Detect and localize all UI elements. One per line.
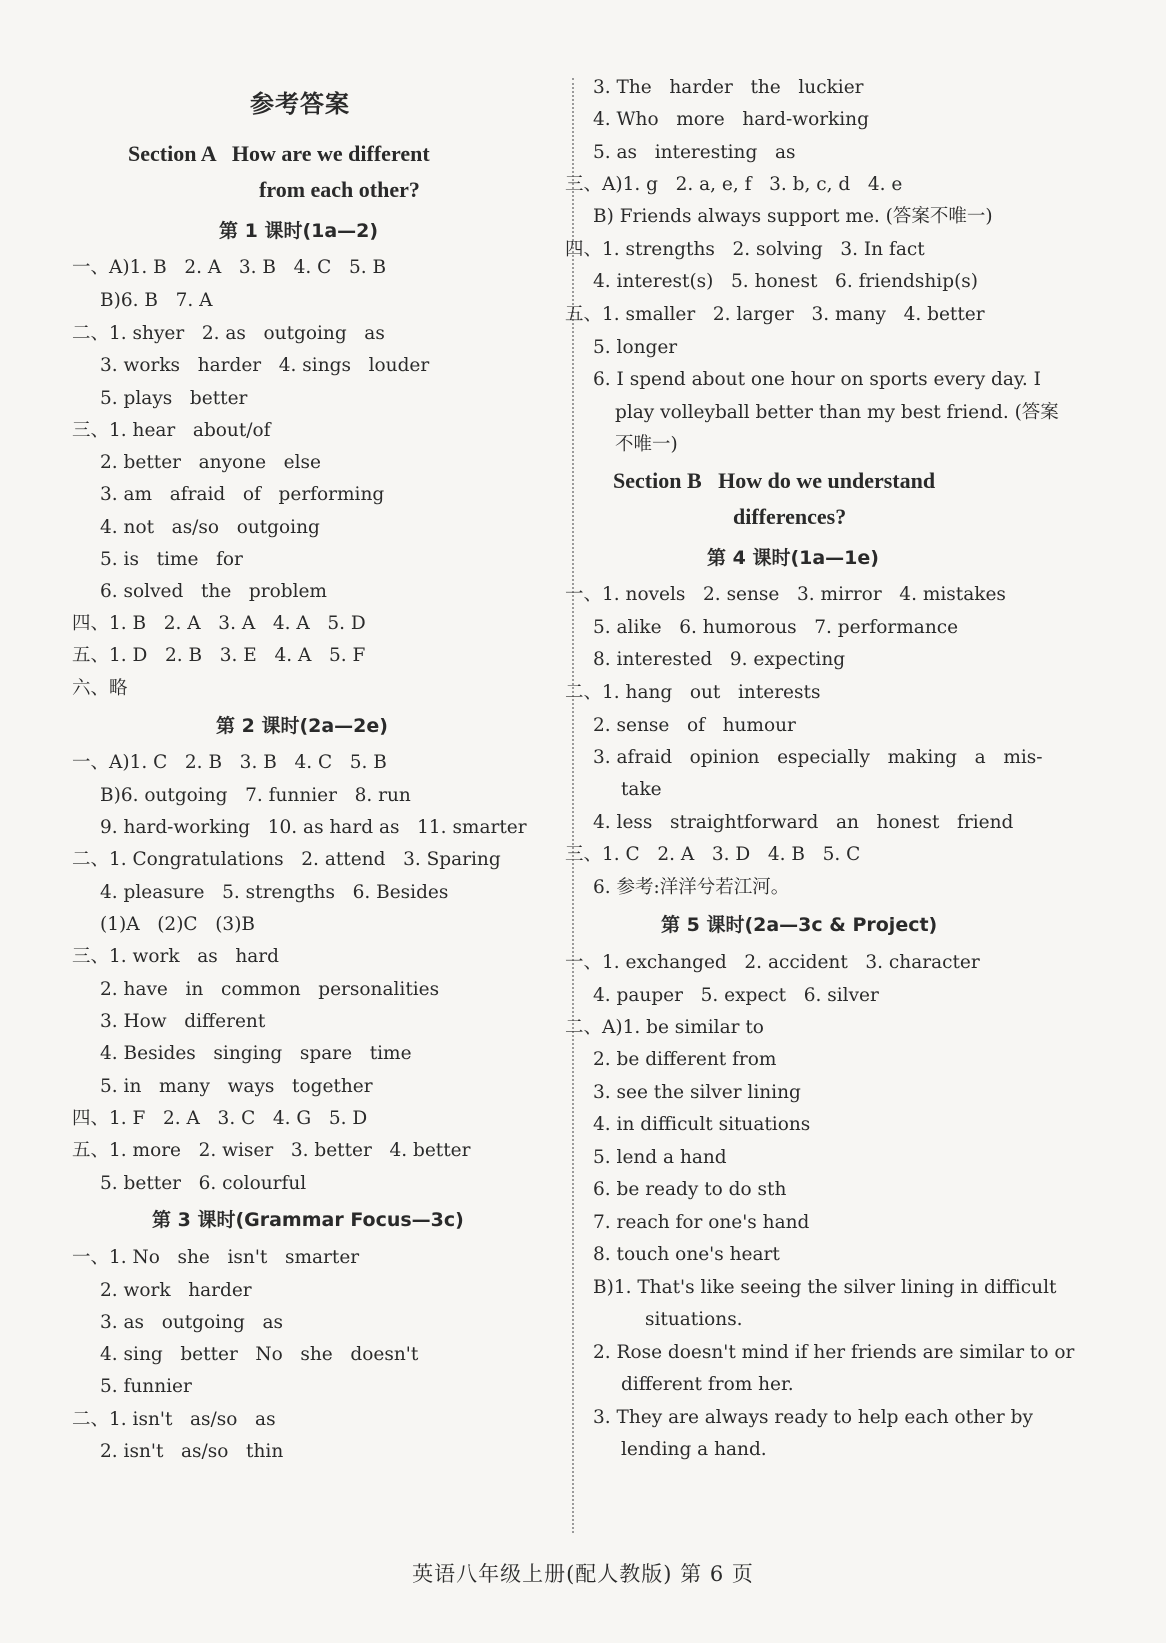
answer-line: 5. lend a hand bbox=[593, 1147, 727, 1168]
answer-line: 三、1. C 2. A 3. D 4. B 5. C bbox=[565, 844, 861, 865]
lesson4-heading: 第 4 课时(1a—1e) bbox=[707, 547, 879, 569]
answer-line: 一、1. exchanged 2. accident 3. character bbox=[565, 952, 980, 973]
column-divider bbox=[572, 78, 574, 1533]
answer-line: 4. Besides singing spare time bbox=[100, 1043, 412, 1064]
answer-line: 6. be ready to do sth bbox=[593, 1179, 787, 1200]
answer-line: 四、1. B 2. A 3. A 4. A 5. D bbox=[72, 613, 366, 634]
answer-line: 7. reach for one's hand bbox=[593, 1212, 810, 1233]
section-a-heading-cont: from each other? bbox=[259, 177, 420, 202]
lesson2-heading: 第 2 课时(2a—2e) bbox=[216, 715, 388, 737]
answer-line: 3. see the silver lining bbox=[593, 1082, 801, 1103]
answer-line: 4. pauper 5. expect 6. silver bbox=[593, 985, 879, 1006]
answer-line: 2. sense of humour bbox=[593, 715, 796, 736]
answer-line: 四、1. strengths 2. solving 3. In fact bbox=[565, 239, 925, 260]
answer-line: 二、1. hang out interests bbox=[565, 682, 821, 703]
answer-line: take bbox=[621, 779, 662, 800]
answer-line: 5. plays better bbox=[100, 388, 248, 409]
section-b-heading-cont: differences? bbox=[733, 504, 847, 529]
answer-line: play volleyball better than my best friend. (答案 bbox=[615, 402, 1059, 423]
lesson1-heading: 第 1 课时(1a—2) bbox=[219, 220, 379, 242]
answer-line: 2. Rose doesn't mind if her friends are similar to or bbox=[593, 1342, 1075, 1363]
answer-line: 3. as outgoing as bbox=[100, 1312, 284, 1333]
answer-line: 一、1. No she isn't smarter bbox=[72, 1247, 360, 1268]
answer-line: 3. How different bbox=[100, 1011, 266, 1032]
answer-line: 2. isn't as/so thin bbox=[100, 1441, 284, 1462]
answer-line: 六、略 bbox=[72, 678, 128, 699]
answer-line: B)6. B 7. A bbox=[100, 290, 213, 311]
answer-line: 5. longer bbox=[593, 337, 678, 358]
answer-line: 4. less straightforward an honest friend bbox=[593, 812, 1014, 833]
answer-line: 6. I spend about one hour on sports every day. I bbox=[593, 369, 1041, 390]
section-b-heading: Section B How do we understand bbox=[613, 468, 936, 493]
answer-line: 6. 参考:洋洋兮若江河。 bbox=[593, 877, 790, 898]
answer-line: 4. interest(s) 5. honest 6. friendship(s) bbox=[593, 271, 978, 292]
page-footer: 英语八年级上册(配人教版) 第 6 页 bbox=[412, 1562, 754, 1586]
answer-line: 5. in many ways together bbox=[100, 1076, 373, 1097]
answer-line: 4. sing better No she doesn't bbox=[100, 1344, 419, 1365]
answer-line: 三、1. hear about/of bbox=[72, 420, 271, 441]
answer-line: lending a hand. bbox=[621, 1439, 767, 1460]
answer-line: 4. Who more hard-working bbox=[593, 109, 869, 130]
answer-line: 不唯一) bbox=[615, 434, 678, 455]
answer-line: 二、1. Congratulations 2. attend 3. Sparing bbox=[72, 849, 501, 870]
answer-line: B)1. That's like seeing the silver lining in difficult bbox=[593, 1277, 1057, 1298]
answer-line: 四、1. F 2. A 3. C 4. G 5. D bbox=[72, 1108, 368, 1129]
answer-line: (1)A (2)C (3)B bbox=[100, 914, 256, 935]
answer-line: 一、1. novels 2. sense 3. mirror 4. mistakes bbox=[565, 584, 1006, 605]
answer-line: 5. alike 6. humorous 7. performance bbox=[593, 617, 959, 638]
answer-line: 2. work harder bbox=[100, 1280, 252, 1301]
answer-line: 二、1. shyer 2. as outgoing as bbox=[72, 323, 385, 344]
answer-line: 4. not as/so outgoing bbox=[100, 517, 320, 538]
answer-line: 三、1. work as hard bbox=[72, 946, 279, 967]
answer-line: 3. They are always ready to help each other by bbox=[593, 1407, 1033, 1428]
answer-line: 8. interested 9. expecting bbox=[593, 649, 846, 670]
answer-line: 二、A)1. be similar to bbox=[565, 1017, 764, 1038]
answer-line: 三、A)1. g 2. a, e, f 3. b, c, d 4. e bbox=[565, 174, 903, 195]
answer-line: 5. is time for bbox=[100, 549, 243, 570]
answer-line: 五、1. more 2. wiser 3. better 4. better bbox=[72, 1140, 471, 1161]
answer-line: situations. bbox=[645, 1309, 743, 1330]
section-a-heading: Section A How are we different bbox=[128, 141, 430, 166]
answer-line: 4. pleasure 5. strengths 6. Besides bbox=[100, 882, 449, 903]
answer-line: 一、A)1. B 2. A 3. B 4. C 5. B bbox=[72, 257, 387, 278]
answer-line: B)6. outgoing 7. funnier 8. run bbox=[100, 785, 411, 806]
answer-line: different from her. bbox=[621, 1374, 794, 1395]
answer-line: 9. hard-working 10. as hard as 11. smarter bbox=[100, 817, 527, 838]
answer-line: 五、1. smaller 2. larger 3. many 4. better bbox=[565, 304, 985, 325]
answer-line: 3. works harder 4. sings louder bbox=[100, 355, 430, 376]
lesson3-heading: 第 3 课时(Grammar Focus—3c) bbox=[152, 1209, 464, 1231]
answer-line: 2. be different from bbox=[593, 1049, 777, 1070]
answer-line: 8. touch one's heart bbox=[593, 1244, 780, 1265]
answer-line: 3. The harder the luckier bbox=[593, 77, 864, 98]
lesson5-heading: 第 5 课时(2a—3c & Project) bbox=[661, 914, 938, 936]
answer-line: 2. have in common personalities bbox=[100, 979, 440, 1000]
answer-line: 3. afraid opinion especially making a mis- bbox=[593, 747, 1043, 768]
answer-line: 2. better anyone else bbox=[100, 452, 321, 473]
answer-line: 5. as interesting as bbox=[593, 142, 796, 163]
answer-line: 4. in difficult situations bbox=[593, 1114, 811, 1135]
answer-line: 一、A)1. C 2. B 3. B 4. C 5. B bbox=[72, 752, 387, 773]
answer-line: 二、1. isn't as/so as bbox=[72, 1409, 276, 1430]
answer-line: B) Friends always support me. (答案不唯一) bbox=[593, 206, 993, 227]
answer-line: 3. am afraid of performing bbox=[100, 484, 385, 505]
answer-line: 6. solved the problem bbox=[100, 581, 327, 602]
answer-line: 5. better 6. colourful bbox=[100, 1173, 307, 1194]
page-title: 参考答案 bbox=[250, 90, 350, 118]
answer-line: 五、1. D 2. B 3. E 4. A 5. F bbox=[72, 645, 366, 666]
answer-line: 5. funnier bbox=[100, 1376, 192, 1397]
